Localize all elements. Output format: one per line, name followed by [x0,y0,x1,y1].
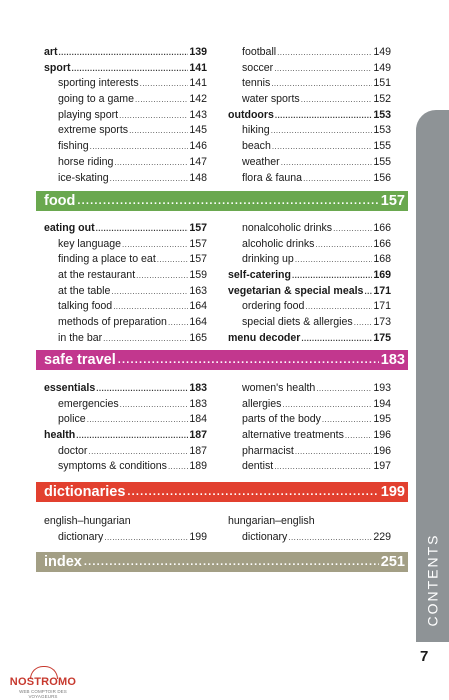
leader-dots [90,139,189,155]
toc-top-right [228,45,391,186]
toc-entry-page: 184 [189,413,207,426]
toc-entry[interactable] [228,155,391,171]
toc-entry[interactable] [228,237,391,253]
toc-entry[interactable] [44,459,207,475]
toc-entry-title: horse riding [58,155,114,168]
toc-entry-title: essentials [44,382,96,394]
leader-dots [274,459,372,475]
toc-entry[interactable] [44,412,207,428]
section-band-safe-travel[interactable] [36,350,408,370]
toc-entry-title: vegetarian & special meals [228,284,364,297]
toc-entry[interactable] [44,252,207,268]
toc-entry[interactable] [44,76,207,92]
toc-entry[interactable] [44,221,207,237]
leader-dots [345,428,372,444]
section-band-dictionaries[interactable] [36,482,408,502]
toc-entry-title: nonalcoholic drinks [242,222,333,234]
toc-entry[interactable] [44,123,207,139]
leader-dots [292,268,372,284]
toc-entry-page: 183 [189,397,207,410]
toc-entry-title: beach [242,140,271,153]
toc-entry[interactable] [228,381,391,397]
toc-entry[interactable] [228,459,391,475]
toc-entry-page: 183 [189,382,207,394]
toc-entry-title: football [242,46,277,58]
toc-entry-title: extreme sports [58,124,129,137]
toc-entry-title: tennis [242,77,271,90]
leader-dots [122,237,188,253]
section-title: dictionaries [44,484,126,500]
toc-entry[interactable] [44,237,207,253]
leader-dots [140,76,189,92]
toc-entry-title: sporting interests [58,77,139,90]
leader-dots [120,397,189,413]
toc-entry-title: eating out [44,222,95,234]
toc-entry[interactable] [44,268,207,284]
leader-dots [104,530,188,546]
toc-entry-page: 143 [189,108,207,121]
section-page: 251 [380,554,405,570]
toc-entry-page: 229 [373,530,391,543]
section-title: safe travel [44,352,116,368]
toc-entry-title: police [58,413,86,426]
leader-dots [271,76,372,92]
toc-entry-title: menu decoder [228,331,301,344]
leader-dots [282,397,372,413]
toc-entry-page: 166 [373,222,391,234]
leader-dots [77,195,378,207]
toc-food-left [44,221,207,347]
leader-dots [364,284,372,300]
toc-entry-page: 145 [189,124,207,137]
leader-dots [303,171,372,187]
logo-name: NOSTROMO [9,676,77,688]
leader-dots [88,444,188,460]
toc-entry-title: parts of the body [242,413,321,426]
toc-entry-page: 157 [189,222,207,234]
section-page: 199 [380,484,405,500]
leader-dots [322,412,372,428]
toc-entry-page: 195 [373,413,391,426]
toc-entry-page: 142 [189,93,207,106]
toc-entry[interactable] [44,530,207,546]
toc-entry-title: dictionary [58,530,104,543]
toc-entry-page: 155 [373,140,391,153]
toc-entry[interactable] [44,428,207,444]
toc-entry-title: emergencies [58,397,119,410]
toc-entry-title: ice-skating [58,171,109,184]
leader-dots [118,354,379,366]
toc-entry-page: 141 [189,61,207,74]
toc-entry-title: pharmacist [242,444,294,457]
toc-entry-page: 153 [373,108,391,121]
toc-entry-title: key language [58,237,122,250]
toc-entry-page: 159 [189,269,207,282]
toc-entry-title: alternative treatments [242,429,344,442]
toc-entry[interactable] [228,123,391,139]
toc-entry-title: women's health [242,382,316,394]
toc-entry[interactable] [228,299,391,315]
toc-entry-page: 175 [373,331,391,344]
toc-entry-title: doctor [58,444,88,457]
toc-entry-page: 199 [189,530,207,543]
leader-dots [301,92,373,108]
toc-entry-title: dentist [242,460,274,473]
section-title: index [44,554,82,570]
toc-entry[interactable] [44,155,207,171]
toc-entry-page: 169 [373,269,391,282]
toc-entry-page: 193 [373,382,391,394]
toc-entry-title: flora & fauna [242,171,303,184]
toc-entry-page: 139 [189,46,207,58]
toc-entry-page: 148 [189,171,207,184]
toc-entry-page: 153 [373,124,391,137]
toc-entry-page: 165 [189,331,207,344]
toc-entry[interactable] [44,514,207,530]
leader-dots [157,252,189,268]
toc-top-left [44,45,207,186]
leader-dots [354,315,373,331]
leader-dots [168,315,188,331]
leader-dots [277,45,372,61]
leader-dots [305,299,372,315]
toc-safe-right [228,381,391,475]
leader-dots [114,155,188,171]
toc-entry[interactable] [44,315,207,331]
leader-dots [316,381,372,397]
toc-entry[interactable] [228,331,391,347]
toc-entry[interactable] [228,252,391,268]
contents-tab-label: CONTENTS [424,533,441,627]
leader-dots [96,221,189,237]
toc-entry-title: sport [44,61,71,74]
toc-entry-title: allergies [242,397,282,410]
toc-entry-page: 157 [189,253,207,266]
toc-entry[interactable] [228,45,391,61]
toc-entry-page: 171 [373,300,391,313]
toc-entry[interactable] [44,92,207,108]
toc-entry[interactable] [228,315,391,331]
toc-entry-title: drinking up [242,253,294,266]
leader-dots [295,252,372,268]
toc-entry-page: 152 [373,93,391,106]
section-band-food[interactable] [36,191,408,211]
toc-entry-title: outdoors [228,108,274,121]
leader-dots [271,123,373,139]
toc-entry-page: 146 [189,140,207,153]
toc-entry[interactable] [228,428,391,444]
leader-dots [127,486,378,498]
leader-dots [103,331,188,347]
toc-entry-title: methods of preparation [58,316,167,329]
toc-entry-page: 149 [373,61,391,74]
toc-entry[interactable] [44,331,207,347]
toc-entry-title: art [44,46,58,58]
toc-entry[interactable] [228,139,391,155]
toc-entry[interactable] [44,381,207,397]
toc-entry-title: at the restaurant [58,269,136,282]
toc-entry-title: at the table [58,284,111,297]
toc-entry[interactable] [228,530,391,546]
leader-dots [281,155,373,171]
toc-entry[interactable] [228,92,391,108]
toc-entry[interactable] [44,397,207,413]
toc-entry-title: english–hungarian [44,515,131,527]
toc-entry[interactable] [228,514,391,530]
toc-entry[interactable] [228,268,391,284]
toc-entry-title: symptoms & conditions [58,460,167,473]
toc-entry-title: finding a place to eat [58,253,156,266]
leader-dots [113,299,188,315]
section-band-index[interactable] [36,552,408,572]
leader-dots [295,444,373,460]
toc-entry-page: 155 [373,155,391,168]
leader-dots [168,459,188,475]
leader-dots [84,556,379,568]
toc-entry-title: soccer [242,61,274,74]
leader-dots [87,412,189,428]
toc-entry-title: hungarian–english [228,515,315,527]
toc-entry[interactable] [228,284,391,300]
leader-dots [129,123,188,139]
toc-entry-page: 168 [373,253,391,266]
leader-dots [76,428,188,444]
toc-entry[interactable] [228,397,391,413]
toc-entry[interactable] [44,171,207,187]
toc-safe-left [44,381,207,475]
toc-entry[interactable] [44,284,207,300]
toc-entry[interactable] [228,76,391,92]
toc-entry-page: 189 [189,460,207,473]
section-page: 183 [380,352,405,368]
toc-entry-page: 149 [373,46,391,58]
section-title: food [44,193,76,209]
toc-entry-page: 164 [189,300,207,313]
toc-entry[interactable] [228,221,391,237]
toc-entry-title: hiking [242,124,270,137]
toc-entry-page: 151 [373,77,391,90]
logo-subtitle: WEB COMPTOIR DES VOYAGEURS [19,689,67,699]
toc-entry-page: 147 [189,155,207,168]
toc-entry-page: 187 [189,429,207,442]
toc-entry-page: 141 [189,77,207,90]
leader-dots [275,108,372,124]
leader-dots [272,139,372,155]
toc-entry[interactable] [44,61,207,77]
toc-entry-page: 187 [189,444,207,457]
toc-dict-left [44,514,207,545]
toc-food-right [228,221,391,347]
toc-entry[interactable] [44,299,207,315]
toc-entry[interactable] [228,171,391,187]
toc-entry-page: 194 [373,397,391,410]
toc-entry-title: playing sport [58,108,119,121]
leader-dots [333,221,372,237]
toc-entry-title: in the bar [58,331,103,344]
toc-entry[interactable] [228,444,391,460]
toc-entry-page: 163 [189,284,207,297]
page-number: 7 [420,648,429,665]
toc-entry-page: 171 [373,284,391,297]
leader-dots [71,61,188,77]
leader-dots [110,171,189,187]
toc-entry-title: weather [242,155,280,168]
toc-entry-title: special diets & allergies [242,316,353,329]
toc-entry-title: going to a game [58,93,134,106]
toc-entry-title: self-catering [228,269,291,282]
toc-entry-title: dictionary [242,530,288,543]
toc-entry-title: water sports [242,93,300,106]
toc-entry-title: fishing [58,140,89,153]
leader-dots [59,45,189,61]
toc-entry-title: ordering food [242,300,305,313]
leader-dots [274,61,372,77]
toc-entry-title: talking food [58,300,113,313]
section-page: 157 [380,193,405,209]
leader-dots [135,92,188,108]
leader-dots [288,530,372,546]
contents-tab-label-wrap [416,520,449,640]
toc-entry[interactable] [228,412,391,428]
toc-entry-title: alcoholic drinks [242,237,315,250]
toc-entry[interactable] [228,108,391,124]
toc-entry-page: 173 [373,316,391,329]
toc-entry[interactable] [44,108,207,124]
toc-entry-page: 197 [373,460,391,473]
toc-entry-page: 196 [373,444,391,457]
leader-dots [111,284,188,300]
leader-dots [315,237,372,253]
leader-dots [136,268,188,284]
toc-entry-page: 156 [373,171,391,184]
toc-entry-page: 157 [189,237,207,250]
toc-dict-right [228,514,391,545]
toc-entry[interactable] [44,139,207,155]
toc-entry-page: 166 [373,237,391,250]
leader-dots [96,381,188,397]
toc-entry-page: 196 [373,429,391,442]
toc-entry[interactable] [44,444,207,460]
nostromo-logo [4,666,82,699]
leader-dots [301,331,372,347]
toc-entry[interactable] [44,45,207,61]
leader-dots [119,108,188,124]
toc-entry-title: health [44,429,76,442]
toc-entry-page: 164 [189,316,207,329]
toc-entry[interactable] [228,61,391,77]
